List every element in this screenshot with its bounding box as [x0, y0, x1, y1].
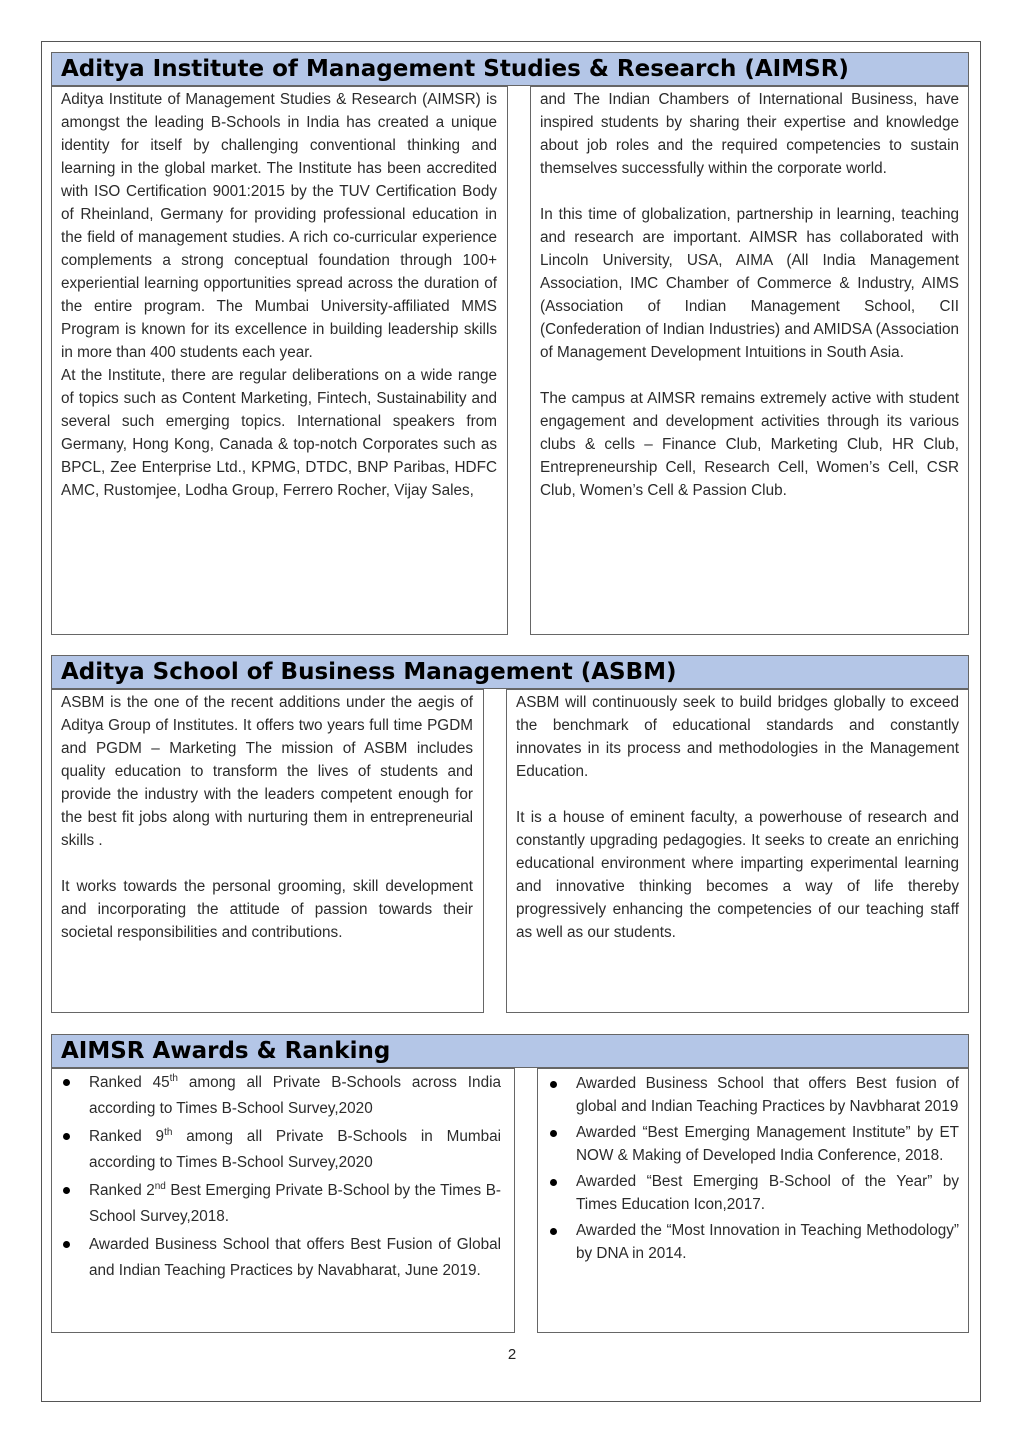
asbm-grooming-paragraph: It works towards the personal grooming, skill development and incorporating the attitude of passion towards their societal responsibilities and contributions.: [61, 878, 473, 941]
aimsr-campus-paragraph: The campus at AIMSR remains extremely active with student engagement and development activities through its various clubs & cells – Finance Club, Marketing Club, HR Club, Entrepreneurship Cell, Research Cell, Women’s Cell, CSR Club, Women’s Cell & Passion Club.: [540, 390, 959, 499]
asbm-section-header: [51, 655, 969, 689]
award-item: Awarded the “Most Innovation in Teaching Methodology” by DNA in 2014.: [548, 1219, 959, 1265]
award-item: Awarded “Best Emerging B-School of the Year” by Times Education Icon,2017.: [548, 1170, 959, 1216]
aimsr-chambers-paragraph: and The Indian Chambers of International Business, have inspired students by sharing their expertise and knowledge about job roles and the required competencies to sustain themselves successfully within the corporate world.: [540, 91, 959, 177]
ranking-item: Ranked 2nd Best Emerging Private B-School by the Times B-School Survey,2018.: [61, 1178, 501, 1230]
aimsr-partnership-paragraph: In this time of globalization, partnership in learning, teaching and research are important. AIMSR has collaborated with Lincoln University, USA, AIMA (All India Management Association, IMC Chamber of Commerce & Industry, AIMS (Association of Indian Management School, CII (Confederation of Indian Industries) and AMIDSA (Association of Management Development Intuitions in South Asia.: [540, 206, 959, 361]
award-item: Awarded Business School that offers Best Fusion of Global and Indian Teaching Practices by Navabharat, June 2019.: [61, 1232, 501, 1284]
ranking-item: Ranked 45th among all Private B-Schools across India according to Times B-School Survey,2020: [61, 1070, 501, 1122]
asbm-left-column: [61, 691, 473, 944]
awards-section-header: [51, 1034, 969, 1068]
aimsr-right-column: [540, 88, 959, 502]
awards-section-title: AIMSR Awards & Ranking: [61, 1038, 391, 1064]
award-item: Awarded Business School that offers Best fusion of global and Indian Teaching Practices by Navbharat 2019: [548, 1072, 959, 1118]
aimsr-deliberations-paragraph: At the Institute, there are regular deliberations on a wide range of topics such as Content Marketing, Fintech, Sustainability and several such emerging topics. International speakers from Germany, Hong Kong, Canada & top-notch Corporates such as BPCL, Zee Enterprise Ltd., KPMG, DTDC, BNP Paribas, HDFC AMC, Rustomjee, Lodha Group, Ferrero Rocher, Vijay Sales,: [61, 367, 497, 499]
asbm-section-title: Aditya School of Business Management (ASBM): [61, 659, 677, 685]
awards-right-column: [548, 1072, 959, 1268]
ranking-item: Ranked 9th among all Private B-Schools in Mumbai according to Times B-School Survey,2020: [61, 1124, 501, 1176]
aimsr-intro-paragraph: Aditya Institute of Management Studies & Research (AIMSR) is amongst the leading B-Schools in India has created a unique identity for itself by challenging conventional thinking and learning in the global market. The Institute has been accredited with ISO Certification 9001:2015 by the TUV Certification Body of Rheinland, Germany for providing professional education in the field of management studies. A rich co-curricular experience complements a strong conceptual foundation through 100+ experiential learning opportunities spread across the duration of the entire program. The Mumbai University-affiliated MMS Program is known for its excellence in building leadership skills in more than 400 students each year.: [61, 91, 497, 361]
aimsr-section-title: Aditya Institute of Management Studies & Research (AIMSR): [61, 56, 849, 82]
awards-left-column: [61, 1070, 501, 1286]
asbm-intro-paragraph: ASBM is the one of the recent additions under the aegis of Aditya Group of Institutes. It offers two years full time PGDM and PGDM – Marketing The mission of ASBM includes quality education to transform the lives of students and provide the industry with the leaders competent enough for the best fit jobs along with nurturing them in entrepreneurial skills .: [61, 694, 473, 849]
award-item: Awarded “Best Emerging Management Institute” by ET NOW & Making of Developed India Conference, 2018.: [548, 1121, 959, 1167]
asbm-faculty-paragraph: It is a house of eminent faculty, a powerhouse of research and constantly upgrading pedagogies. It seeks to create an enriching educational environment where imparting experimental learning and innovative thinking becomes a way of life thereby progressively enhancing the competencies of our teaching staff as well as our students.: [516, 809, 959, 941]
asbm-right-column: [516, 691, 959, 944]
aimsr-section-header: [51, 52, 969, 86]
page-number: 2: [507, 1346, 517, 1363]
asbm-bridges-paragraph: ASBM will continuously seek to build bridges globally to exceed the benchmark of educational standards and constantly innovates in its process and methodologies in the Management Education.: [516, 694, 959, 780]
aimsr-left-column: [61, 88, 497, 502]
